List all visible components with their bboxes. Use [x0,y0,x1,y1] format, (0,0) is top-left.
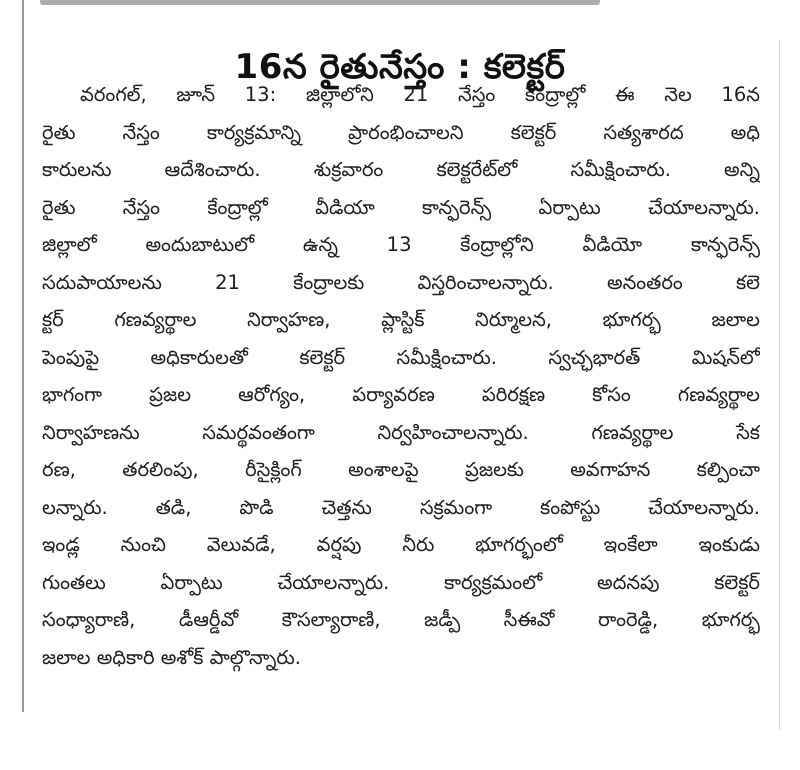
article-line: కారులను ఆదేశించారు. శుక్రవారం కలెక్టరేట్‌లో సమీక్షించారు. అన్ని [42,158,760,181]
article-line: క్టర్ గణవ్యర్థాల నిర్వాహణ, ప్లాస్టిక్ నిర్మూలన, భూగర్భ జలాల [42,308,760,331]
article-line: లన్నారు. తడి, పొడి చెత్తను సక్రమంగా కంపోస్టు చేయాలన్నారు. [42,495,760,519]
article-line: రణ, తరలింపు, రీసైక్లింగ్ అంశాలపై ప్రజలకు అవగాహన కల్పించా [42,458,760,481]
article-line: గుంతలు ఏర్పాటు చేయాలన్నారు. కార్యక్రమంలో అదనపు కలెక్టర్ [42,570,760,594]
article-line: రైతు నేస్తం కేంద్రాల్లో వీడియా కాన్ఫరెన్స్ ఏర్పాటు చేయాలన్నారు. [42,195,760,219]
clipped-text-remnant [40,0,600,5]
article-line: ఇండ్ల నుంచి వెలువడే, వర్షపు నీరు భూగర్భంలో ఇంకేలా ఇంకుడు [42,533,760,556]
article-headline: 16న రైతునేస్తం : కలెక్టర్ [234,46,566,87]
article-line: వరంగల్, జూన్ 13: జిల్లాలోని 21 నేస్తం కేంద్రాల్లో ఈ నెల 16న [80,83,760,106]
clipping-edge [779,40,780,730]
column-divider [22,0,24,712]
article-line: జలాల అధికారి అశోక్ పాల్గొన్నారు. [42,645,301,669]
article-line: సంధ్యారాణి, డీఆర్డీవో కౌసల్యారాణి, జడ్పీ సీఈవో రాంరెడ్డి, భూగర్భ [42,608,760,631]
article-line: నిర్వాహణను సమర్థవంతంగా నిర్వహించాలన్నారు. గణవ్యర్థాల సేక [42,420,760,444]
article-line: సదుపాయాలను 21 కేంద్రాలకు విస్తరించాలన్నారు. అనంతరం కలె [42,270,760,294]
article-line: భాగంగా ప్రజల ఆరోగ్యం, పర్యావరణ పరిరక్షణ కోసం గణవ్యర్థాల [42,383,760,406]
article-body [42,76,760,676]
clipped-previous-headline [40,0,600,6]
article-line: జిల్లాలో అందుబాటులో ఉన్న 13 కేంద్రాల్లోని వీడియో కాన్ఫరెన్స్ [42,233,760,256]
article-line: రైతు నేస్తం కార్యక్రమాన్ని ప్రారంభించాలని కలెక్టర్ సత్యశారద అధి [42,120,760,144]
article-line: పెంపుపై అధికారులతో కలెక్టర్ సమీక్షించారు. స్వచ్ఛభారత్ మిషన్‌లో [42,345,760,369]
